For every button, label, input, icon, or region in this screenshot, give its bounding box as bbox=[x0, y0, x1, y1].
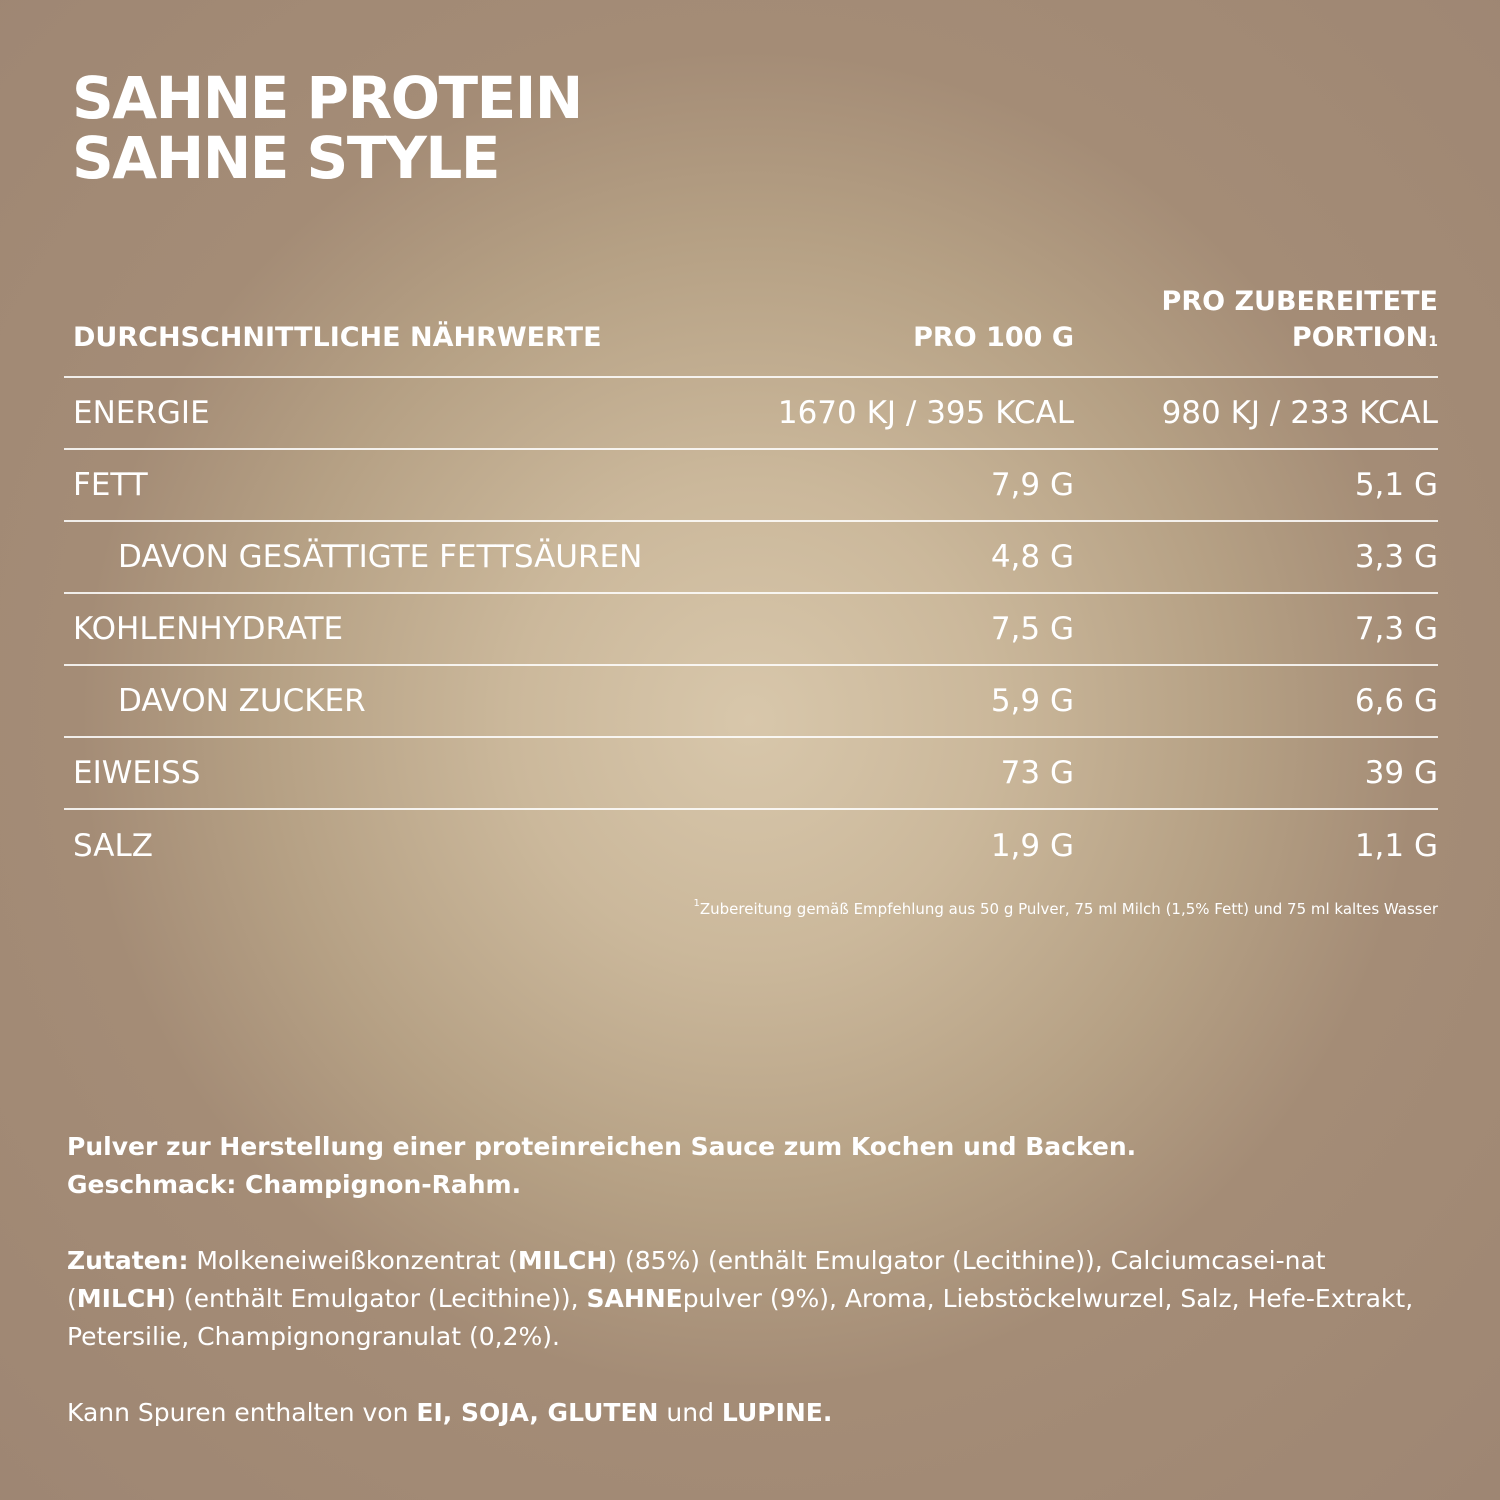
row-value-per-100g: 5,9 G bbox=[990, 683, 1074, 719]
ingredients-part: pulver (9%), Aroma, Liebstöckelwurzel, Salz, Hefe-Extrakt, Petersilie, Champignongranulat (0,2%). bbox=[67, 1284, 1414, 1351]
allergen-highlight: SAHNE bbox=[586, 1284, 683, 1313]
row-value-per-100g: 4,8 G bbox=[990, 539, 1074, 575]
row-value-per-portion: 7,3 G bbox=[1354, 611, 1438, 647]
footnote-marker: 1 bbox=[1428, 334, 1438, 350]
row-value-per-100g: 1670 KJ / 395 KCAL bbox=[777, 395, 1074, 431]
ingredients-part: ) (enthält Emulgator (Lecithine)), bbox=[166, 1284, 587, 1313]
row-value-per-100g: 7,9 G bbox=[990, 467, 1074, 503]
traces-part: Kann Spuren enthalten von bbox=[67, 1398, 417, 1427]
row-value-per-portion: 5,1 G bbox=[1354, 467, 1438, 503]
footnote-text: Zubereitung gemäß Empfehlung aus 50 g Pulver, 75 ml Milch (1,5% Fett) und 75 ml kaltes Wasser bbox=[699, 900, 1438, 918]
traces-text bbox=[67, 1394, 1437, 1432]
allergen-highlight: LUPINE. bbox=[721, 1398, 833, 1427]
product-title bbox=[72, 64, 582, 192]
table-row-energie bbox=[64, 378, 1438, 450]
row-label: KOHLENHYDRATE bbox=[73, 611, 344, 647]
preparation-footnote bbox=[693, 900, 1438, 918]
header-per-portion-line-2: PORTION$^1$ bbox=[1291, 322, 1438, 353]
table-row-eiweiss bbox=[64, 738, 1438, 810]
row-value-per-100g: 73 G bbox=[1000, 755, 1074, 791]
header-per-portion bbox=[1074, 284, 1438, 356]
allergen-highlight: EI, SOJA, GLUTEN bbox=[416, 1398, 659, 1427]
row-label: EIWEISS bbox=[73, 755, 201, 791]
row-value-per-portion: 980 KJ / 233 KCAL bbox=[1161, 395, 1438, 431]
row-value-per-portion: 39 G bbox=[1364, 755, 1438, 791]
row-value-per-portion: 3,3 G bbox=[1354, 539, 1438, 575]
table-row-zucker bbox=[64, 666, 1438, 738]
row-value-per-100g: 1,9 G bbox=[990, 828, 1074, 864]
row-label: DAVON ZUCKER bbox=[118, 683, 366, 719]
row-label: FETT bbox=[73, 467, 148, 503]
row-label: ENERGIE bbox=[73, 395, 210, 431]
ingredients-part: ) (85%) (enthält Emulgator (Lecithine)), Calciumcasei-nat ( bbox=[67, 1246, 1326, 1313]
row-value-per-portion: 1,1 G bbox=[1354, 828, 1438, 864]
table-row-gesaettigte-fettsaeuren bbox=[64, 522, 1438, 594]
description-line-1: Pulver zur Herstellung einer proteinreichen Sauce zum Kochen und Backen. bbox=[67, 1132, 1137, 1161]
nutrition-table-header bbox=[64, 288, 1438, 378]
ingredients-label: Zutaten: bbox=[67, 1246, 189, 1275]
table-row-salz bbox=[64, 810, 1438, 882]
product-description bbox=[67, 1128, 1437, 1432]
title-line-1: SAHNE PROTEIN bbox=[72, 64, 582, 132]
table-row-fett bbox=[64, 450, 1438, 522]
ingredients-part: Molkeneiweißkonzentrat ( bbox=[188, 1246, 518, 1275]
row-value-per-100g: 7,5 G bbox=[990, 611, 1074, 647]
header-per-portion-line-1: PRO ZUBEREITETE bbox=[1161, 286, 1438, 317]
allergen-highlight: MILCH bbox=[517, 1246, 608, 1275]
row-label: SALZ bbox=[73, 828, 153, 864]
table-row-kohlenhydrate bbox=[64, 594, 1438, 666]
description-line-2: Geschmack: Champignon-Rahm. bbox=[67, 1170, 522, 1199]
header-label: DURCHSCHNITTLICHE NÄHRWERTE bbox=[73, 322, 602, 353]
ingredients-text bbox=[67, 1242, 1427, 1356]
footnote-number: 1 bbox=[693, 898, 700, 909]
nutrition-table bbox=[64, 288, 1438, 882]
row-value-per-portion: 6,6 G bbox=[1354, 683, 1438, 719]
allergen-highlight: MILCH bbox=[76, 1284, 167, 1313]
row-label: DAVON GESÄTTIGTE FETTSÄUREN bbox=[118, 539, 643, 575]
header-per-100g: PRO 100 G bbox=[913, 322, 1074, 353]
title-line-2: SAHNE STYLE bbox=[72, 124, 499, 192]
traces-part: und bbox=[658, 1398, 722, 1427]
